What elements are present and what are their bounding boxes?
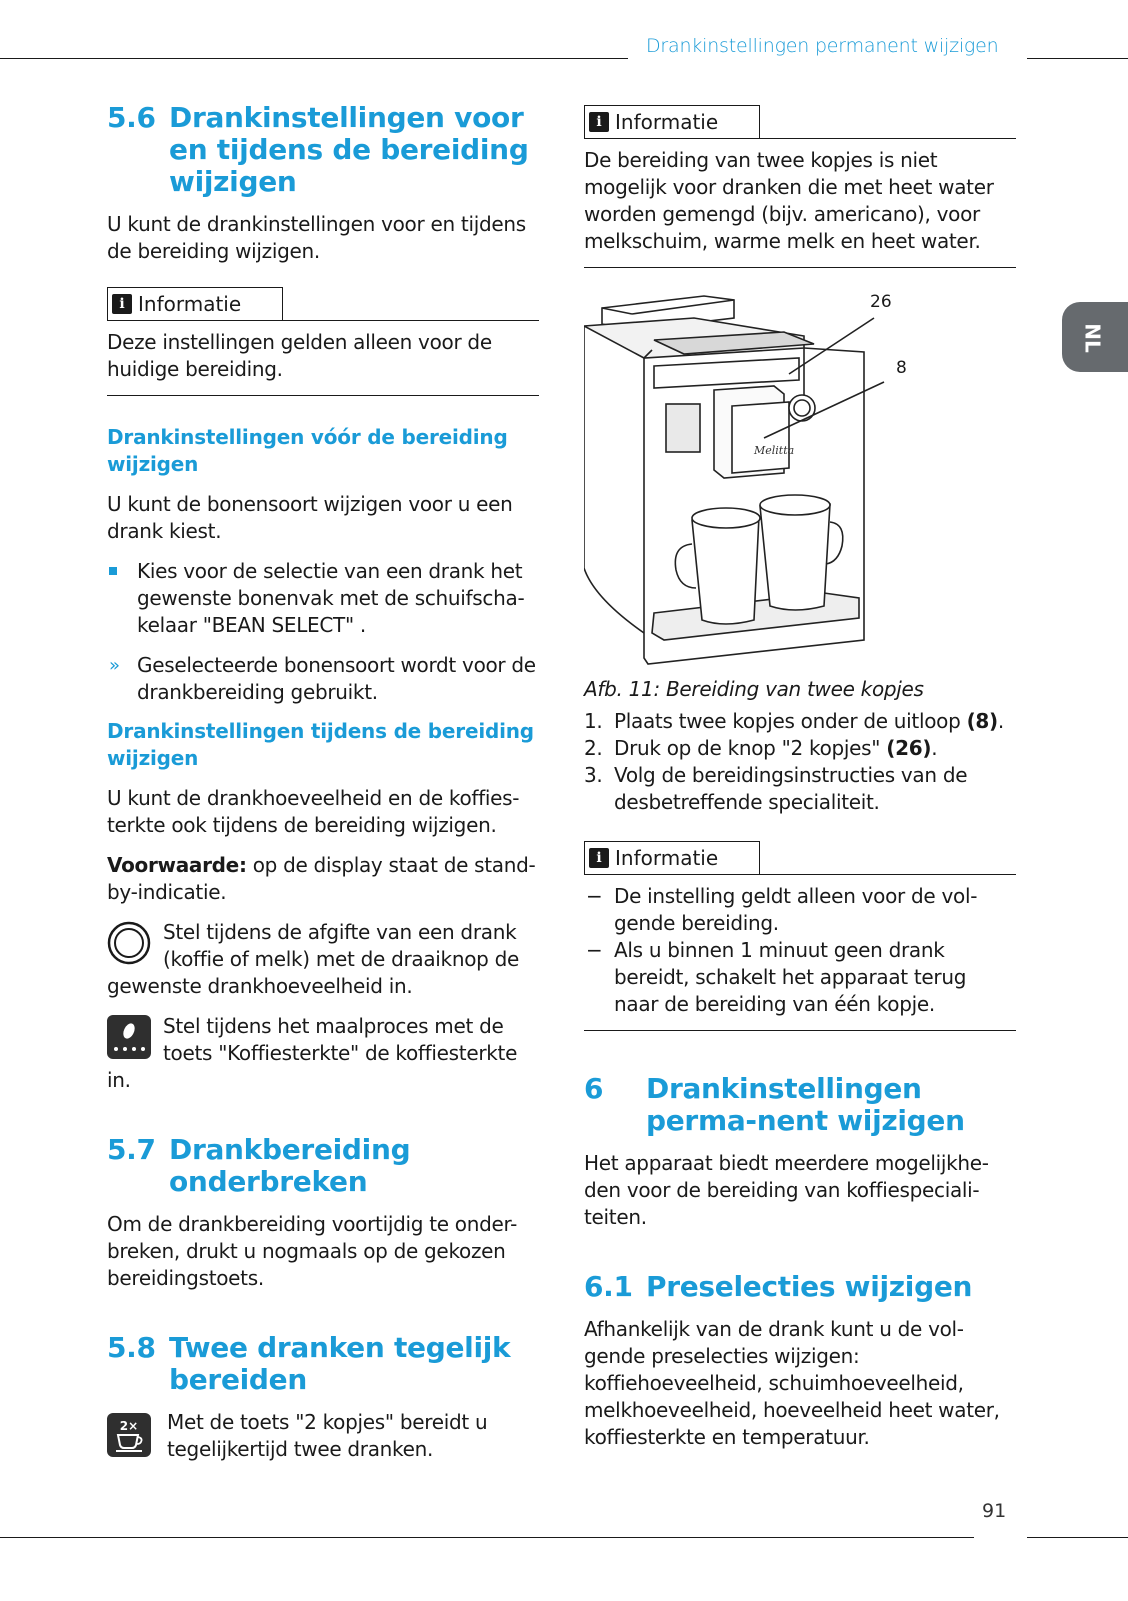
section-6-text: Het apparaat biedt meerdere mogelijkhe-den voor de bereiding van koffiespeciali-teiten. <box>584 1151 989 1229</box>
info-item: − Als u binnen 1 minuut geen drank bereidt, schakelt het apparaat terug naar de bereiding van één kopje. <box>586 938 967 1016</box>
rotary-knob-icon <box>107 921 151 965</box>
footer-rule-left <box>0 1537 974 1538</box>
subheading-before: Drankinstellingen vóór de bereiding wijzigen <box>107 425 508 476</box>
info-box-next-only <box>584 841 1016 1031</box>
steps-list <box>584 708 1016 816</box>
coffee-machine-illustration <box>584 288 1016 678</box>
precondition: Voorwaarde: op de display staat de stand-by-indicatie. <box>107 853 536 904</box>
info-icon: i <box>112 294 132 314</box>
svg-text:2×: 2× <box>119 1419 139 1433</box>
step-item: 1. Plaats twee kopjes onder de uitloop (8). <box>584 709 1004 733</box>
coffee-strength-button-icon <box>107 1015 151 1059</box>
callout-8: 8 <box>896 358 907 378</box>
section-5-6-heading: 5.6 Drankinstellingen voor en tijdens de bereiding wijzigen <box>107 101 529 198</box>
section-6-1-heading: 6.1 Preselecties wijzigen <box>584 1270 973 1303</box>
step-item: 2. Druk op de knop "2 kopjes" (26). <box>584 736 938 760</box>
section-5-6-intro: U kunt de drankinstellingen voor en tijdens de bereiding wijzigen. <box>107 212 526 263</box>
info-header: i Informatie <box>584 105 760 138</box>
info-box-two-cups <box>584 105 1016 268</box>
strength-instruction: Stel tijdens het maalproces met de toets "Koffiesterkte" de koffiesterkte in. <box>107 1014 518 1092</box>
sub2-text: U kunt de drankhoeveelheid en de koffies-terkte ook tijdens de bereiding wijzigen. <box>107 786 520 837</box>
info-box-current <box>107 287 539 396</box>
two-cups-button-icon <box>107 1413 151 1457</box>
header-rule-left <box>0 58 628 59</box>
left-column <box>107 102 539 1463</box>
footer-rule-right <box>1027 1537 1128 1538</box>
result-arrow-icon: » <box>109 655 121 676</box>
square-bullet-icon <box>109 567 117 575</box>
section-6-heading: 6 Drankinstellingen perma-nent wijzigen <box>584 1072 965 1137</box>
subheading-during: Drankinstellingen tijdens de bereiding wijzigen <box>107 719 534 770</box>
info-body <box>584 874 1016 1030</box>
info-icon: i <box>589 112 609 132</box>
knob-instruction: Stel tijdens de afgifte van een drank (koffie of melk) met de draaiknop de gewenste drankhoeveelheid in. <box>107 920 520 998</box>
language-tab: NL <box>1062 302 1128 372</box>
section-6-1-text: Afhankelijk van de drank kunt u de vol-gende preselecties wijzigen: koffiehoeveelheid, schuimhoeveelheid, melkhoeveelheid, hoeveelheid heet water, koffiesterkte en temperatuur. <box>584 1317 1000 1449</box>
step-item: 3. Volg de bereidingsinstructies van de desbetreffende specialiteit. <box>584 763 968 814</box>
page-number: 91 <box>982 1500 1007 1522</box>
info-icon: i <box>589 848 609 868</box>
section-5-8-heading: 5.8 Twee dranken tegelijk bereiden <box>107 1331 511 1396</box>
callout-26: 26 <box>870 292 892 312</box>
sub1-text: U kunt de bonensoort wijzigen voor u een drank kiest. <box>107 492 513 543</box>
section-5-7-text: Om de drankbereiding voortijdig te onder-breken, drukt u nogmaals op de gekozen bereidingstoets. <box>107 1212 518 1290</box>
figure-caption: Afb. 11: Bereiding van twee kopjes <box>584 677 924 701</box>
sub1-step: Kies voor de selectie van een drank het gewenste bonenvak met de schuifscha-kelaar "BEAN SELECT" . <box>107 558 539 639</box>
sub1-result: » Geselecteerde bonensoort wordt voor de drankbereiding gebruikt. <box>109 653 536 704</box>
running-header: Drankinstellingen permanent wijzigen <box>646 35 999 57</box>
svg-text:Melitta: Melitta <box>754 444 795 457</box>
info-body: De bereiding van twee kopjes is niet mogelijk voor dranken die met heet water worden gemengd (bijv. americano), voor melkschuim, warme melk en heet water. <box>584 138 1016 267</box>
info-header: i Informatie <box>107 287 283 320</box>
section-5-7-heading: 5.7 Drankbereiding onderbreken <box>107 1133 411 1198</box>
figure-two-cups <box>584 288 1016 708</box>
info-item: − De instelling geldt alleen voor de vol-gende bereiding. <box>586 884 978 935</box>
two-cups-instruction: 2× Met de toets "2 kopjes" bereidt u tegelijkertijd twee dranken. <box>107 1409 539 1463</box>
info-header: i Informatie <box>584 841 760 874</box>
info-body: Deze instellingen gelden alleen voor de huidige bereiding. <box>107 320 539 395</box>
header-rule-right <box>1027 58 1128 59</box>
right-column <box>584 105 1016 1451</box>
